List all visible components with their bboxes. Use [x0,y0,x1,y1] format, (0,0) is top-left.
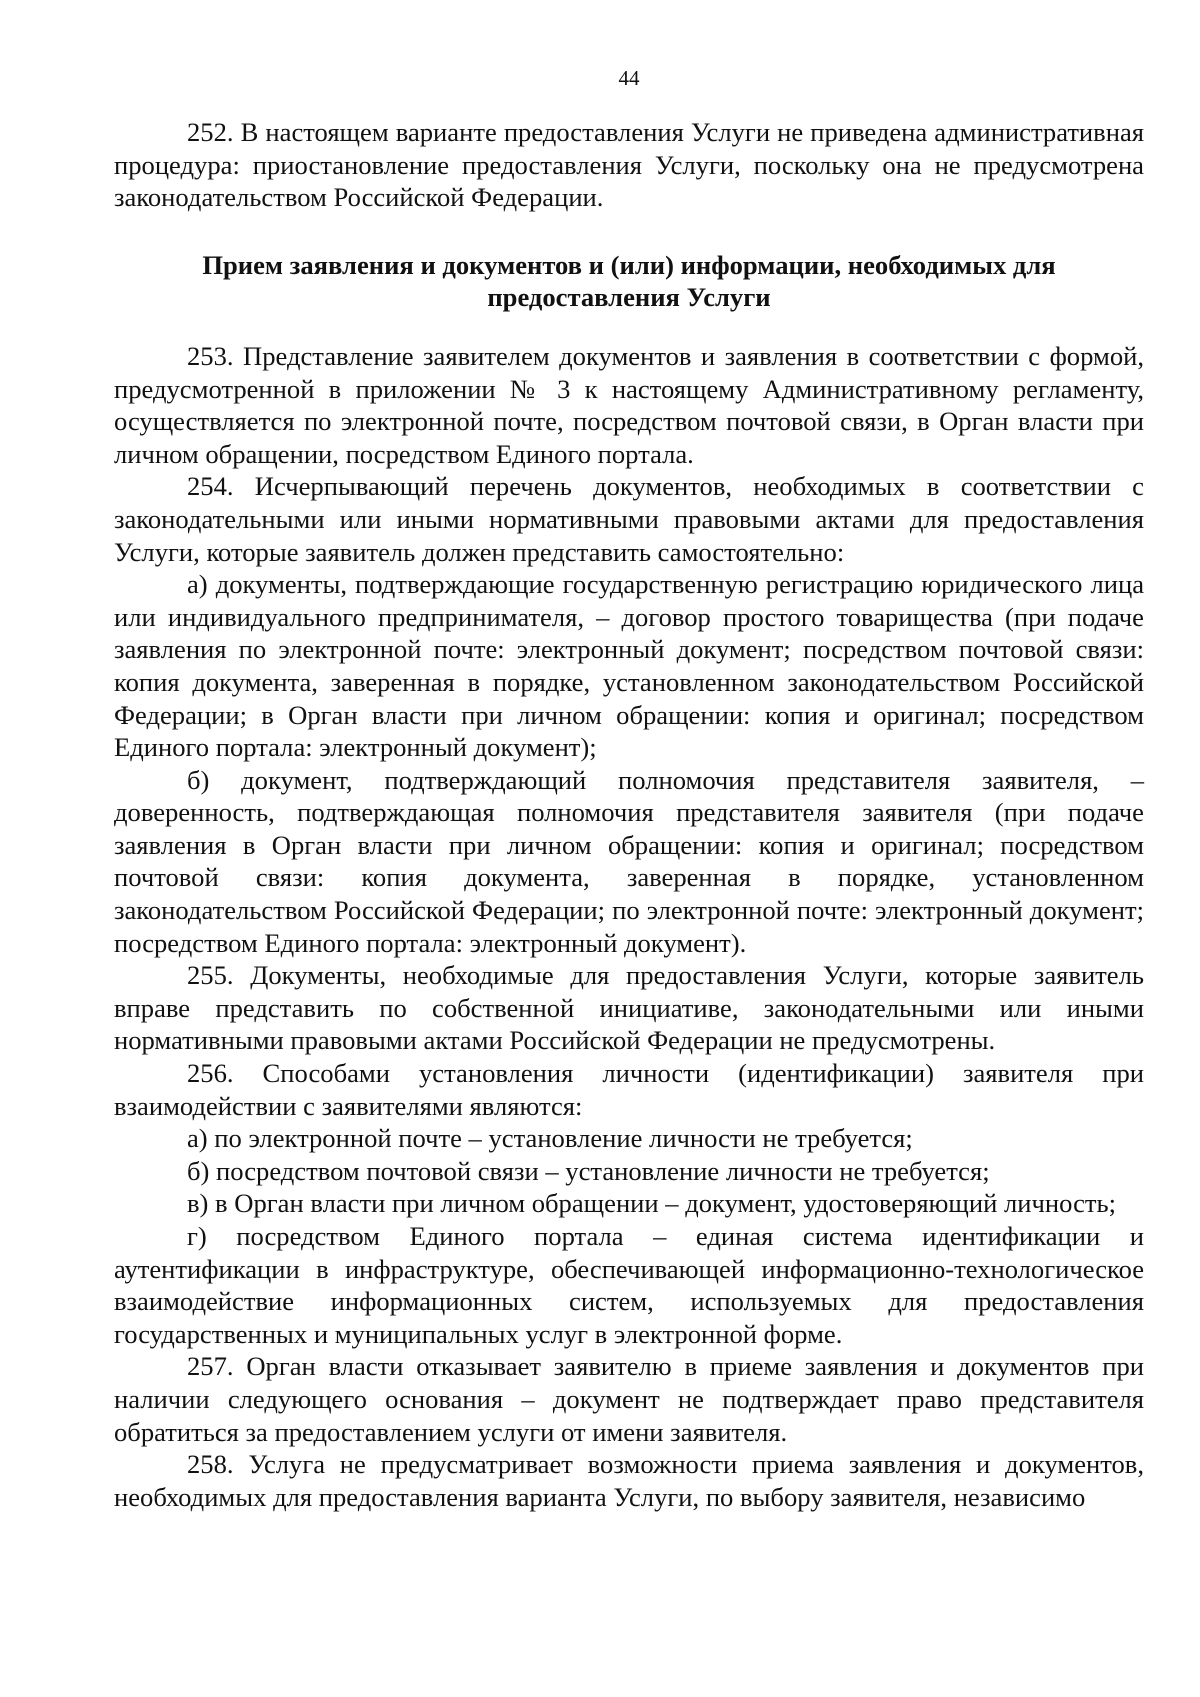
paragraph-256-item-g: г) посредством Единого портала – единая система идентификации и аутентификации в инфраструктуре, обеспечивающей информационно-технологическое взаимодействие информационных систем, используемых для предоставления государственных и муниципальных услуг в электронной форме. [114,1221,1144,1349]
paragraph-256: 256. Способами установления личности (идентификации) заявителя при взаимодействии с заявителями являются: [114,1058,1144,1121]
paragraph-256-item-b: б) посредством почтовой связи – установление личности не требуется; [187,1155,990,1186]
section-heading: Прием заявления и документов и (или) информации, необходимых для предоставления Услуги [202,249,1056,313]
paragraph-258: 258. Услуга не предусматривает возможности приема заявления и документов, необходимых для предоставления варианта Услуги, по выбору заявителя, независимо [114,1449,1144,1512]
document-page [114,66,1144,1513]
paragraph-254: 254. Исчерпывающий перечень документов, необходимых в соответствии с законодательными или иными нормативными правовыми актами для предоставления Услуги, которые заявитель должен представить самостоятельно: [114,471,1144,567]
paragraph-256-item-a: а) по электронной почте – установление личности не требуется; [187,1123,913,1154]
paragraph-256-item-v: в) в Орган власти при личном обращении – документ, удостоверяющий личность; [187,1188,1117,1219]
paragraph-253: 253. Представление заявителем документов и заявления в соответствии с формой, предусмотренной в приложении № 3 к настоящему Административному регламенту, осуществляется по электронной почте, посредством почтовой связи, в Орган власти при личном обращении, посредством Единого портала. [114,340,1144,469]
paragraph-255: 255. Документы, необходимые для предоставления Услуги, которые заявитель вправе представить по собственной инициативе, законодательными или иными нормативными правовыми актами Российской Федерации не предусмотрены. [114,960,1144,1056]
paragraph-254-item-b: б) документ, подтверждающий полномочия представителя заявителя, – доверенность, подтверждающая полномочия представителя заявителя (при подаче заявления в Орган власти при личном обращении: копия и оригинал; посредством почтовой связи: копия документа, заверенная в порядке, установленном законодательством Российской Федерации; по электронной почте: электронный документ; посредством Единого портала: электронный документ). [114,764,1144,958]
paragraph-252: 252. В настоящем варианте предоставления Услуги не приведена административная процедура: приостановление предоставления Услуги, поскольку она не предусмотрена законодательством Российской Федерации. [114,117,1144,213]
paragraph-257: 257. Орган власти отказывает заявителю в приеме заявления и документов при наличии следующего основания – документ не подтверждает право представителя обратиться за предоставлением услуги от имени заявителя. [114,1351,1144,1447]
paragraph-254-item-a: а) документы, подтверждающие государственную регистрацию юридического лица или индивидуального предпринимателя, – договор простого товарищества (при подаче заявления по электронной почте: электронный документ; посредством почтовой связи: копия документа, заверенная в порядке, установленном законодательством Российской Федерации; в Орган власти при личном обращении: копия и оригинал; посредством Единого портала: электронный документ); [114,569,1144,763]
page-number: 44 [618,66,640,90]
